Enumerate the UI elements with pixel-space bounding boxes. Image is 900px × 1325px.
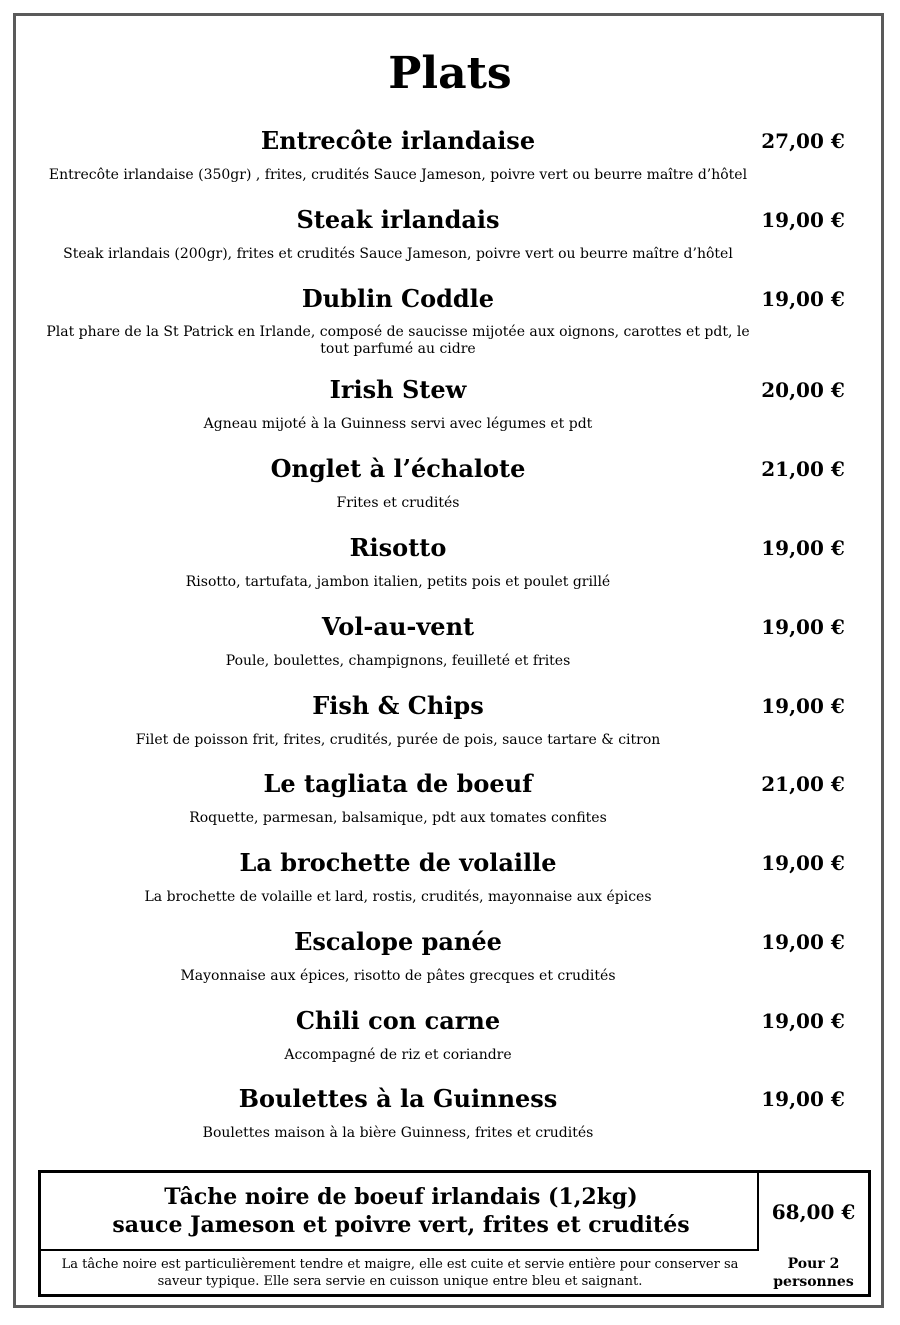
dish-price: 21,00 € <box>761 457 845 481</box>
dish-price: 21,00 € <box>761 772 845 796</box>
page-title: Plats <box>388 48 512 99</box>
dish-name: Risotto <box>349 533 447 562</box>
dish-description: Roquette, parmesan, balsamique, pdt aux tomates confites <box>189 810 607 826</box>
dish-description: Entrecôte irlandaise (350gr) , frites, crudités Sauce Jameson, poivre vert ou beurre maître d’hôtel <box>48 167 748 183</box>
dish-name: Vol-au-vent <box>321 612 475 641</box>
dish-price: 19,00 € <box>761 694 845 718</box>
dish-name: Boulettes à la Guinness <box>238 1084 558 1113</box>
dish-description: Plat phare de la St Patrick en Irlande, composé de saucisse mijotée aux oignons, carottes et pdt, le tout parfumé au cidre <box>46 324 750 357</box>
dish-price: 19,00 € <box>761 851 845 875</box>
dish-description: Boulettes maison à la bière Guinness, frites et crudités <box>202 1125 594 1141</box>
dish-name: Chili con carne <box>295 1006 501 1035</box>
dish-description: Agneau mijoté à la Guinness servi avec légumes et pdt <box>203 416 593 432</box>
dish-description: Risotto, tartufata, jambon italien, petits pois et poulet grillé <box>185 574 611 590</box>
special-dish-servings <box>759 1255 868 1291</box>
servings-line: Pour 2 <box>787 1256 840 1272</box>
dish-price: 19,00 € <box>761 1087 845 1111</box>
special-dish-box <box>38 1170 871 1297</box>
special-dish-price: 68,00 € <box>771 1200 856 1224</box>
dish-price: 19,00 € <box>761 208 845 232</box>
dish-description: Accompagné de riz et coriandre <box>284 1047 512 1063</box>
dish-name: Le tagliata de boeuf <box>263 769 533 798</box>
dish-name: Fish & Chips <box>312 691 484 720</box>
dish-name: Escalope panée <box>294 927 502 956</box>
dish-price: 20,00 € <box>761 378 845 402</box>
dish-price: 19,00 € <box>761 536 845 560</box>
dish-description: Mayonnaise aux épices, risotto de pâtes grecques et crudités <box>180 968 616 984</box>
dish-description: Frites et crudités <box>336 495 460 511</box>
dish-price: 19,00 € <box>761 615 845 639</box>
special-dish-name-line: Tâche noire de boeuf irlandais (1,2kg) <box>164 1184 638 1210</box>
special-dish-description: La tâche noire est particulièrement tendre et maigre, elle est cuite et servie entière pour conserver sa saveur typique. Elle sera servie en cuisson unique entre bleu et saignant. <box>61 1257 739 1289</box>
dish-description: Filet de poisson frit, frites, crudités, purée de pois, sauce tartare & citron <box>135 732 661 748</box>
dish-name: La brochette de volaille <box>239 848 557 877</box>
dish-description: Steak irlandais (200gr), frites et crudités Sauce Jameson, poivre vert ou beurre maître d’hôtel <box>63 246 733 262</box>
dish-name: Irish Stew <box>329 375 467 404</box>
dish-name: Onglet à l’échalote <box>270 454 526 483</box>
servings-line: personnes <box>773 1274 854 1290</box>
dish-description: La brochette de volaille et lard, rostis, crudités, mayonnaise aux épices <box>144 889 652 905</box>
dish-description: Poule, boulettes, champignons, feuilleté et frites <box>225 653 571 669</box>
dish-name: Dublin Coddle <box>301 284 495 313</box>
dish-price: 19,00 € <box>761 287 845 311</box>
dish-name: Entrecôte irlandaise <box>260 126 536 155</box>
dish-name: Steak irlandais <box>296 205 500 234</box>
special-dish-name <box>51 1183 751 1239</box>
dish-price: 19,00 € <box>761 1009 845 1033</box>
dish-price: 19,00 € <box>761 930 845 954</box>
divider <box>41 1249 759 1251</box>
dish-price: 27,00 € <box>761 129 845 153</box>
special-dish-name-line: sauce Jameson et poivre vert, frites et crudités <box>112 1212 690 1238</box>
